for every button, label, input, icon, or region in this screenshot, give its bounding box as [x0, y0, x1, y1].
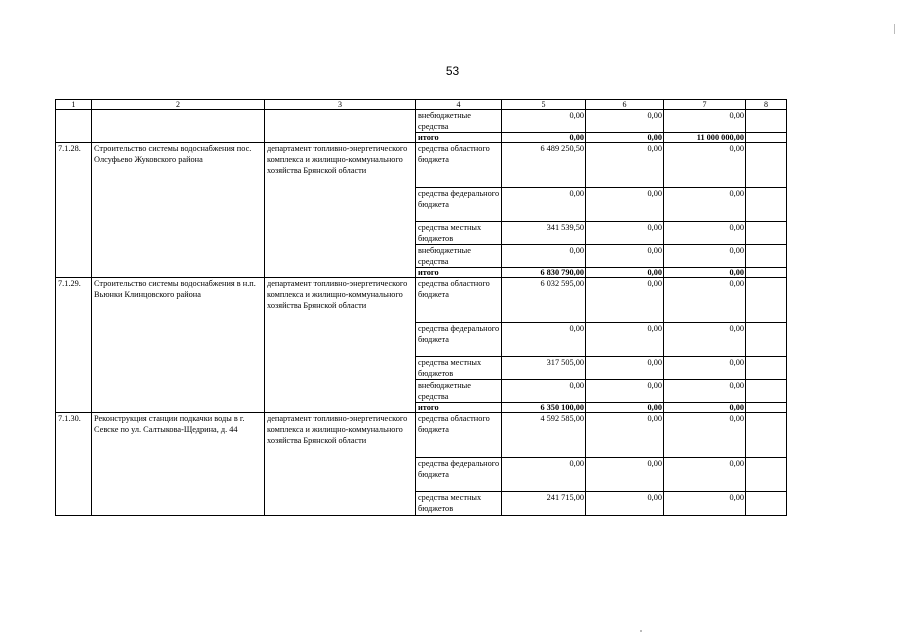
value-cell: 0,00 — [502, 458, 586, 492]
header-row — [56, 100, 787, 110]
header-cell: 8 — [746, 100, 787, 110]
scan-mark — [640, 630, 642, 632]
table-row — [56, 278, 787, 323]
funding-source-cell: средства местных бюджетов — [416, 222, 502, 245]
value-cell: 0,00 — [502, 188, 586, 222]
value-cell: 0,00 — [664, 323, 746, 357]
value-cell: 0,00 — [664, 245, 746, 268]
budget-table — [55, 99, 787, 516]
value-cell: 0,00 — [664, 380, 746, 403]
value-cell — [746, 188, 787, 222]
value-cell: 0,00 — [502, 133, 586, 143]
value-cell: 0,00 — [502, 245, 586, 268]
value-cell: 0,00 — [502, 380, 586, 403]
value-cell: 0,00 — [586, 323, 664, 357]
funding-source-cell: средства федерального бюджета — [416, 458, 502, 492]
table-row — [56, 143, 787, 188]
item-number-cell — [56, 110, 92, 143]
value-cell: 0,00 — [664, 110, 746, 133]
value-cell: 0,00 — [586, 143, 664, 188]
value-cell: 6 830 790,00 — [502, 268, 586, 278]
value-cell — [746, 245, 787, 268]
value-cell: 0,00 — [664, 222, 746, 245]
value-cell: 241 715,00 — [502, 492, 586, 516]
header-cell: 2 — [92, 100, 265, 110]
item-executor-cell: департамент топливно-энергетического комплекса и жилищно-коммунального хозяйства Брянской области — [265, 413, 416, 516]
funding-source-cell: итого — [416, 268, 502, 278]
funding-source-cell: средства федерального бюджета — [416, 323, 502, 357]
value-cell: 0,00 — [664, 413, 746, 458]
value-cell — [746, 278, 787, 323]
table-row — [56, 110, 787, 133]
value-cell: 0,00 — [586, 222, 664, 245]
funding-source-cell: итого — [416, 133, 502, 143]
value-cell: 341 539,50 — [502, 222, 586, 245]
value-cell: 0,00 — [586, 110, 664, 133]
value-cell — [746, 380, 787, 403]
value-cell: 0,00 — [664, 268, 746, 278]
funding-source-cell: средства местных бюджетов — [416, 492, 502, 516]
value-cell: 4 592 585,00 — [502, 413, 586, 458]
funding-source-cell: средства федерального бюджета — [416, 188, 502, 222]
table-row — [56, 413, 787, 458]
value-cell: 0,00 — [586, 458, 664, 492]
value-cell — [746, 323, 787, 357]
value-cell — [746, 492, 787, 516]
value-cell: 0,00 — [664, 458, 746, 492]
value-cell — [746, 458, 787, 492]
value-cell — [746, 110, 787, 133]
value-cell: 6 489 250,50 — [502, 143, 586, 188]
value-cell: 317 505,00 — [502, 357, 586, 380]
item-name-cell: Строительство системы водоснабжения пос. Олсуфьево Жуковского района — [92, 143, 265, 278]
value-cell: 6 350 100,00 — [502, 403, 586, 413]
value-cell: 0,00 — [586, 268, 664, 278]
item-executor-cell — [265, 110, 416, 143]
funding-source-cell: внебюджетные средства — [416, 380, 502, 403]
value-cell: 0,00 — [586, 188, 664, 222]
page-number: 53 — [445, 64, 460, 78]
value-cell: 0,00 — [586, 133, 664, 143]
value-cell — [746, 143, 787, 188]
value-cell — [746, 403, 787, 413]
header-cell: 3 — [265, 100, 416, 110]
value-cell: 0,00 — [586, 403, 664, 413]
value-cell — [746, 133, 787, 143]
funding-source-cell: внебюджетные средства — [416, 245, 502, 268]
item-name-cell: Реконструкция станции подкачки воды в г. Севске по ул. Салтыкова-Щедрина, д. 44 — [92, 413, 265, 516]
header-cell: 4 — [416, 100, 502, 110]
value-cell — [746, 357, 787, 380]
scan-mark — [894, 24, 895, 34]
value-cell: 11 000 000,00 — [664, 133, 746, 143]
item-name-cell: Строительство системы водоснабжения в н.п. Вьюнки Клинцовского района — [92, 278, 265, 413]
item-name-cell — [92, 110, 265, 143]
funding-source-cell: средства областного бюджета — [416, 278, 502, 323]
funding-source-cell: итого — [416, 403, 502, 413]
value-cell: 0,00 — [664, 492, 746, 516]
value-cell: 0,00 — [664, 188, 746, 222]
value-cell: 0,00 — [502, 323, 586, 357]
funding-source-cell: средства местных бюджетов — [416, 357, 502, 380]
value-cell: 0,00 — [586, 492, 664, 516]
funding-source-cell: средства областного бюджета — [416, 143, 502, 188]
value-cell: 0,00 — [586, 413, 664, 458]
value-cell — [746, 413, 787, 458]
value-cell: 0,00 — [502, 110, 586, 133]
funding-source-cell: средства областного бюджета — [416, 413, 502, 458]
header-cell: 7 — [664, 100, 746, 110]
value-cell: 0,00 — [664, 357, 746, 380]
item-number-cell: 7.1.30. — [56, 413, 92, 516]
value-cell: 0,00 — [664, 403, 746, 413]
value-cell: 0,00 — [586, 245, 664, 268]
value-cell: 0,00 — [586, 278, 664, 323]
header-cell: 6 — [586, 100, 664, 110]
header-cell: 5 — [502, 100, 586, 110]
item-executor-cell: департамент топливно-энергетического комплекса и жилищно-коммунального хозяйства Брянской области — [265, 143, 416, 278]
item-number-cell: 7.1.28. — [56, 143, 92, 278]
header-cell: 1 — [56, 100, 92, 110]
value-cell: 0,00 — [586, 357, 664, 380]
item-executor-cell: департамент топливно-энергетического комплекса и жилищно-коммунального хозяйства Брянской области — [265, 278, 416, 413]
item-number-cell: 7.1.29. — [56, 278, 92, 413]
funding-source-cell: внебюджетные средства — [416, 110, 502, 133]
value-cell: 0,00 — [586, 380, 664, 403]
value-cell — [746, 268, 787, 278]
value-cell — [746, 222, 787, 245]
value-cell: 0,00 — [664, 278, 746, 323]
value-cell: 6 032 595,00 — [502, 278, 586, 323]
value-cell: 0,00 — [664, 143, 746, 188]
